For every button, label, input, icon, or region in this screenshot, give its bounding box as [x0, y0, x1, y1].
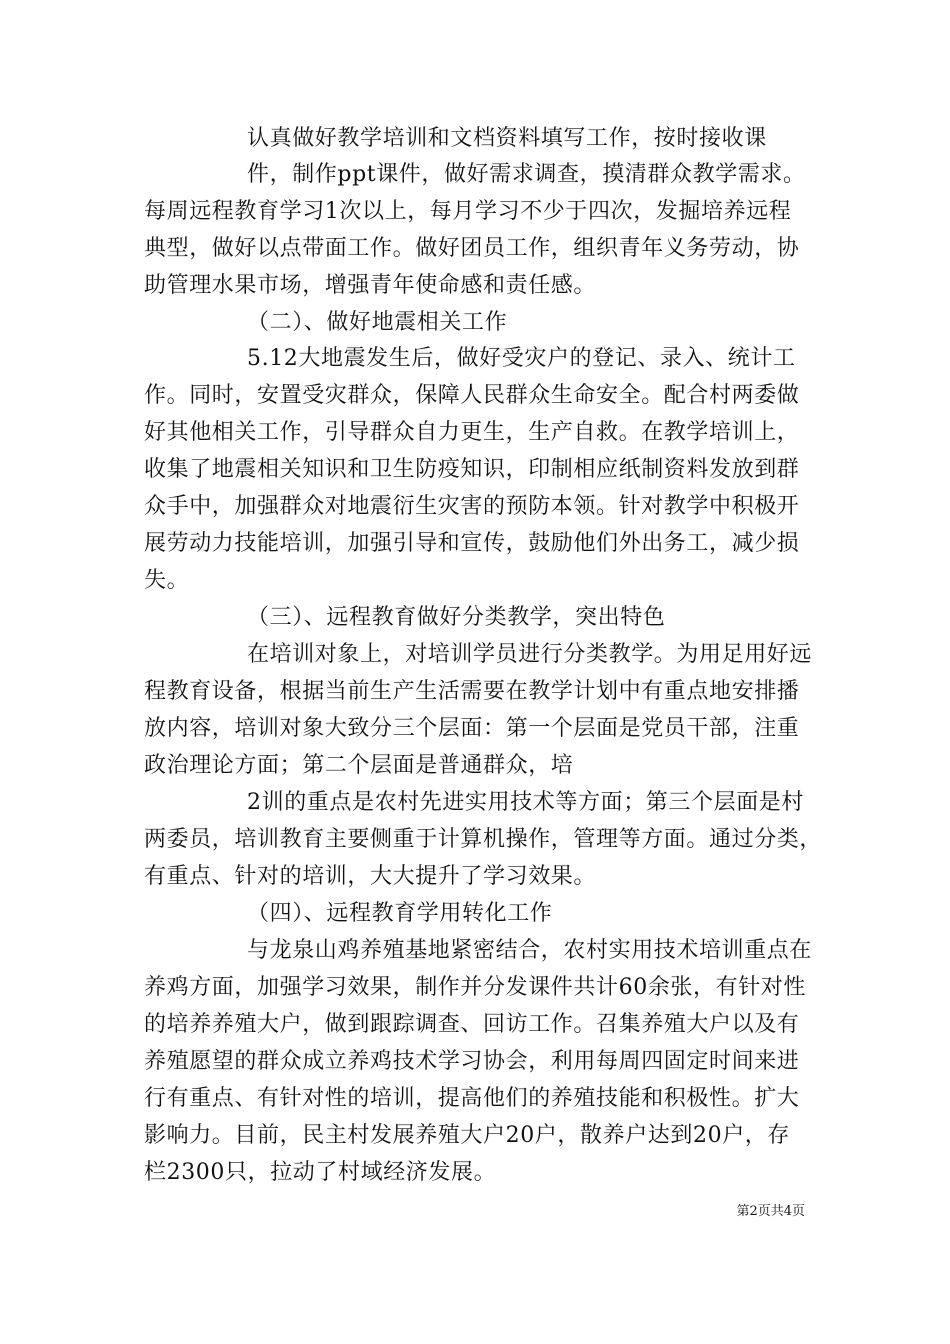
- text-line: 众手中，加强群众对地震衍生灾害的预防本领。针对教学中积极开: [144, 494, 800, 519]
- section-heading: （四）、远程教育学用转化工作: [247, 901, 553, 926]
- text-line: 每周远程教育学习1次以上，每月学习不少于四次，发掘培养远程: [144, 199, 792, 224]
- text-line: 的培养养殖大户，做到跟踪调查、回访工作。召集养殖大户以及有: [144, 1012, 800, 1037]
- text-line: 有重点、针对的培训，大大提升了学习效果。: [144, 864, 597, 889]
- text-line: 两委员，培训教育主要侧重于计算机操作，管理等方面。通过分类，: [144, 827, 823, 852]
- text-line: 好其他相关工作，引导群众自力更生，生产自救。在教学培训上，: [144, 420, 800, 445]
- text-line: 政治理论方面；第二个层面是普通群众，培: [144, 753, 574, 778]
- text-line: 典型，做好以点带面工作。做好团员工作，组织青年义务劳动，协: [144, 236, 800, 261]
- section-heading: （二）、做好地震相关工作: [247, 310, 508, 335]
- text-line: 展劳动力技能培训，加强引导和宣传，鼓励他们外出务工，减少损: [144, 531, 800, 556]
- text-line: 放内容，培训对象大致分三个层面：第一个层面是党员干部，注重: [144, 716, 800, 741]
- section-heading: （三）、远程教育做好分类教学，突出特色: [247, 605, 666, 630]
- text-line: 收集了地震相关知识和卫生防疫知识，印制相应纸制资料发放到群: [144, 457, 800, 482]
- text-line: 作。同时，安置受灾群众，保障人民群众生命安全。配合村两委做: [144, 383, 800, 408]
- text-line: 5.12大地震发生后，做好受灾户的登记、录入、统计工: [247, 346, 796, 371]
- text-line: 行有重点、有针对性的培训，提高他们的养殖技能和积极性。扩大: [144, 1086, 800, 1111]
- text-line: 影响力。目前，民主村发展养殖大户20户，散养户达到20户，存: [144, 1123, 790, 1148]
- text-line: 认真做好教学培训和文档资料填写工作，按时接收课: [247, 126, 767, 151]
- text-line: 程教育设备，根据当前生产生活需要在教学计划中有重点地安排播: [144, 679, 800, 704]
- text-line: 在培训对象上，对培训学员进行分类教学。为用足用好远: [247, 642, 813, 667]
- text-line: 失。: [144, 568, 190, 593]
- text-line: 养殖愿望的群众成立养鸡技术学习协会，利用每周四固定时间来进: [144, 1049, 800, 1074]
- text-line: 助管理水果市场，增强青年使命感和责任感。: [144, 273, 597, 298]
- page-number-footer: 第2页共4页: [736, 1204, 805, 1219]
- text-line: 与龙泉山鸡养殖基地紧密结合，农村实用技术培训重点在: [247, 938, 813, 963]
- text-line: 件，制作ppt课件，做好需求调查，摸清群众教学需求。: [247, 162, 806, 187]
- text-line: 栏2300只，拉动了村域经济发展。: [144, 1160, 497, 1185]
- text-line: 2训的重点是农村先进实用技术等方面；第三个层面是村: [247, 790, 804, 815]
- text-line: 养鸡方面，加强学习效果，制作并分发课件共计60余张，有针对性: [144, 975, 806, 1000]
